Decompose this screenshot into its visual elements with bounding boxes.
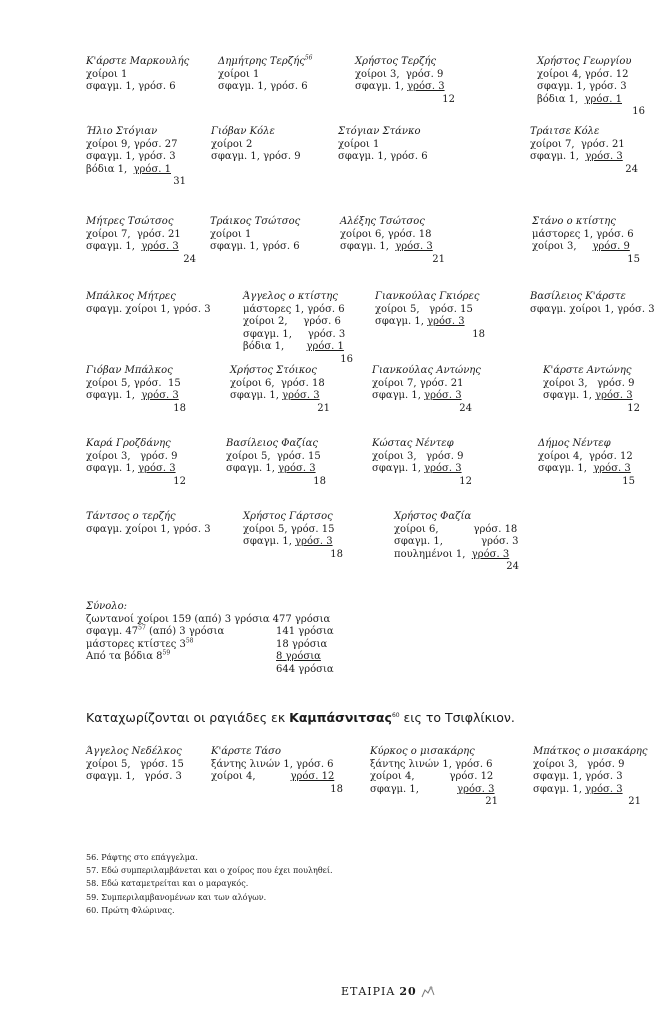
person-name: Αλέξης Τσώτσος [340, 216, 425, 227]
line-text: χοίροι 6, γρόσ. 18 [394, 523, 518, 535]
entry-line [211, 759, 343, 772]
ledger-entry [210, 216, 330, 254]
underlined-amount: γρόσ. 3 [595, 390, 633, 401]
person-name: Χρήστος Τερζής [355, 56, 437, 67]
summary-value: 644 γρόσια [276, 663, 334, 675]
summary-label [86, 651, 276, 664]
summary-label [86, 626, 276, 639]
person-name: Τάντσος ο τερζής [86, 511, 176, 522]
summary-row [86, 639, 334, 652]
entry-line [86, 524, 236, 537]
line-text: χοίροι 7, γρόσ. 21 [372, 377, 464, 389]
entry-line [210, 241, 330, 254]
entry-line [537, 81, 645, 94]
line-text: χοίροι 4, [211, 771, 291, 782]
footnote: 56. Ράφτης στο επάγγελμα. [86, 853, 198, 862]
entry-total: 24 [183, 253, 196, 265]
entry-line [86, 69, 216, 82]
entry-line [355, 69, 455, 82]
summary-value: 477 γρόσια [272, 613, 331, 625]
summary-label-text: μάστορες κτίστες 3 [86, 638, 186, 650]
person-name: Βασίλειος Φαζίας [226, 438, 318, 449]
person-name: Γιανκούλας Αντώνης [372, 365, 481, 376]
ledger-entry [230, 365, 330, 415]
line-text: σφαγμ. 1, [533, 783, 586, 795]
ledger-entry [218, 56, 348, 94]
line-text: χοίροι 5, γρόσ. 15 [86, 758, 184, 770]
ledger-entry [211, 746, 343, 796]
underlined-amount: γρόσ. 3 [278, 463, 316, 474]
entry-total: 12 [173, 475, 186, 487]
person-name: Κύρκος ο μισακάρης [370, 746, 475, 757]
line-text: ξάντης λινών 1, γρόσ. 6 [370, 758, 493, 770]
line-text: σφαγμ. χοίροι 1, γρόσ. 3 [86, 523, 211, 535]
entry-line [538, 451, 635, 464]
line-text: σφαγμ. 1, γρόσ. 6 [210, 241, 300, 252]
person-name: Χρήστος Γεωργίου [537, 56, 632, 67]
entry-line [394, 536, 519, 549]
ledger-entry [532, 216, 640, 266]
ledger-entry [86, 216, 196, 266]
person-name: Μήτρες Τσώτσος [86, 216, 174, 227]
entry-line [211, 771, 343, 784]
summary-label-text: ζωντανοί χοίροι 159 (από) 3 γρόσια [86, 613, 270, 625]
entry-line [243, 341, 353, 354]
underlined-amount: γρόσ. 3 [141, 241, 179, 252]
entry-line [211, 151, 331, 164]
line-text: μάστορες 1, γρόσ. 6 [532, 228, 634, 240]
summary-title: Σύνολο: [86, 601, 127, 612]
entry-total: 18 [330, 783, 343, 795]
underlined-amount: γρόσ. 12 [290, 771, 335, 782]
line-text: βόδια 1, [86, 163, 134, 175]
entry-line [226, 463, 326, 476]
ledger-entry [530, 126, 638, 176]
footnote-ref: 60 [391, 711, 400, 719]
underlined-amount: γρόσ. 3 [295, 536, 333, 547]
summary-row [86, 614, 334, 627]
person-name: Βασίλειος Κ'άρστε [530, 291, 626, 302]
person-name: Στόγιαν Στάνκο [338, 126, 421, 137]
summary-block [86, 601, 334, 676]
person-name: Μπάλκος Μήτρες [86, 291, 176, 302]
entry-line [543, 378, 640, 391]
person-name: Γιανκούλας Γκιόρες [375, 291, 480, 302]
underlined-amount: γρόσ. 1 [306, 341, 344, 352]
entry-total: 15 [627, 253, 640, 265]
line-text: χοίροι 7, γρόσ. 21 [86, 228, 181, 240]
person-name-row [218, 56, 348, 69]
underlined-amount: γρόσ. 9 [592, 241, 630, 252]
footnote-ref: 56 [304, 54, 313, 62]
underlined-amount: γρόσ. 3 [407, 81, 445, 92]
person-name: Στάνο ο κτίστης [532, 216, 616, 227]
line-text: σφαγμ. 1, γρόσ. 3 [243, 328, 346, 340]
person-name: Δημήτρης Τερζής [218, 56, 305, 67]
line-text: σφαγμ. 1, γρόσ. 3 [533, 771, 623, 782]
person-name: Κ'άρστε Τάσο [211, 746, 282, 757]
line-text: σφαγμ. 1, [86, 241, 142, 252]
entry-line [533, 784, 641, 797]
ledger-entry [538, 438, 635, 488]
entry-line [338, 139, 478, 152]
entry-line [532, 229, 640, 242]
line-text: χοίροι 9, γρόσ. 27 [86, 138, 178, 150]
line-text: χοίροι 5, γρόσ. 15 [243, 523, 335, 535]
line-text: σφαγμ. 1, γρόσ. 9 [211, 151, 301, 162]
entry-line [533, 759, 641, 772]
person-name: Χρήστος Στόικος [230, 365, 317, 376]
entry-total: 21 [628, 796, 641, 807]
ledger-entry [86, 291, 236, 316]
person-name: Τράικος Τσώτσος [210, 216, 301, 227]
entry-line [86, 771, 186, 784]
line-text: σφαγμ. 1, [372, 390, 425, 401]
line-text: σφαγμ. 1, [530, 151, 586, 162]
entry-line [394, 549, 519, 562]
person-name: Κ'άρστε Αντώνης [543, 365, 632, 376]
line-text: χοίροι 1 [218, 68, 260, 80]
line-text: σφαγμ. 1, γρόσ. 6 [86, 81, 176, 92]
line-text: χοίροι 2 [211, 138, 253, 150]
underlined-amount: γρόσ. 3 [585, 151, 623, 162]
line-text: σφαγμ. 1, [243, 536, 296, 547]
person-name: Τράιτσε Κόλε [530, 126, 600, 137]
entry-line [375, 316, 485, 329]
entry-line [543, 390, 640, 403]
entry-total: 21 [485, 796, 498, 807]
line-text: σφαγμ. 1, γρόσ. 6 [338, 151, 428, 162]
entry-total: 31 [173, 176, 186, 187]
entry-total: 18 [472, 328, 485, 340]
ledger-entry [86, 126, 186, 189]
person-name: Χρήστος Γάρτσος [243, 511, 333, 522]
entry-line [86, 81, 216, 94]
line-text: ξάντης λινών 1, γρόσ. 6 [211, 758, 334, 770]
entry-line [243, 329, 353, 342]
entry-line [86, 304, 236, 317]
person-name: Χρήστος Φαζία [394, 511, 472, 522]
entry-line [218, 69, 348, 82]
entry-line [533, 771, 641, 784]
entry-line [532, 241, 640, 254]
ledger-entry [372, 438, 472, 488]
line-text: χοίροι 1 [210, 228, 252, 240]
page-footer [341, 985, 436, 999]
entry-line [375, 304, 485, 317]
line-text: βόδια 1, [243, 341, 307, 352]
entry-line [211, 139, 331, 152]
entry-line [372, 390, 472, 403]
entry-line [218, 81, 348, 94]
line-text: σφαγμ. χοίροι 1, γρόσ. 3 [530, 303, 655, 315]
entry-total: 12 [442, 93, 455, 105]
entry-line [230, 390, 330, 403]
line-text: χοίροι 6, γρόσ. 18 [340, 228, 432, 240]
summary-value: 8 γρόσια [276, 651, 321, 662]
line-text: χοίροι 7, γρόσ. 21 [530, 138, 625, 150]
entry-total: 21 [432, 253, 445, 265]
entry-line [86, 759, 186, 772]
ledger-entry [533, 746, 648, 809]
entry-line [338, 151, 478, 164]
entry-total: 12 [627, 402, 640, 414]
line-text: σφαγμ. 1, [355, 81, 408, 92]
emblem-icon [420, 985, 436, 999]
footnote-ref: 57 [138, 624, 146, 632]
entry-line [210, 229, 330, 242]
entry-line [243, 524, 343, 537]
underlined-amount: γρόσ. 3 [282, 390, 320, 401]
line-text: σφαγμ. 1, [543, 390, 596, 401]
heading-village: Καμπάσνιτσας [289, 710, 392, 725]
entry-line [530, 139, 638, 152]
ledger-entry [355, 56, 455, 106]
ledger-entry [86, 511, 236, 536]
person-name: Άγγελος ο κτίστης [243, 291, 338, 302]
line-text: χοίροι 3, γρόσ. 9 [86, 450, 178, 462]
entry-total: 18 [173, 402, 186, 414]
line-text: χοίροι 3, γρόσ. 9 [543, 377, 635, 389]
entry-total: 18 [313, 475, 326, 487]
entry-line [372, 451, 472, 464]
line-text: σφαγμ. χοίροι 1, γρόσ. 3 [86, 303, 211, 315]
entry-line [86, 139, 186, 152]
heading-text-before: Καταχωρίζονται οι ραγιάδες εκ [86, 710, 290, 725]
line-text: σφαγμ. 1, γρόσ. 3 [537, 81, 627, 92]
ledger-entry [86, 365, 186, 415]
entry-line [340, 241, 445, 254]
line-text: σφαγμ. 1, [375, 316, 428, 327]
person-name: Μπάτκος ο μισακάρης [533, 746, 648, 757]
person-name: Ήλιο Στόγιαν [86, 126, 158, 137]
entry-line [370, 759, 498, 772]
line-text: σφαγμ. 1, γρόσ. 3 [394, 536, 519, 547]
entry-line [530, 304, 669, 317]
line-text: σφαγμ. 1, [230, 390, 283, 401]
entry-line [86, 164, 186, 177]
ledger-entry [372, 365, 481, 415]
line-text: χοίροι 3, γρόσ. 9 [533, 758, 625, 770]
person-name: Κ'άρστε Μαρκουλής [86, 56, 190, 67]
person-name: Γιόβαν Κόλε [211, 126, 275, 137]
line-text: χοίροι 5, γρόσ. 15 [226, 450, 321, 462]
summary-label-text: Από τα βόδια 8 [86, 651, 163, 662]
entry-line [86, 241, 196, 254]
underlined-amount: γρόσ. 3 [141, 390, 179, 401]
entry-line [355, 81, 455, 94]
page-number: 20 [399, 985, 417, 998]
entry-total: 18 [330, 548, 343, 560]
entry-line [86, 229, 196, 242]
footnote-ref: 59 [162, 649, 171, 657]
ledger-entry [243, 291, 353, 366]
footnote: 59. Συμπεριλαμβανομένων και των αλόγων. [86, 892, 267, 902]
summary-label [86, 664, 276, 677]
ledger-entry [370, 746, 498, 809]
line-text: χοίροι 6, γρόσ. 18 [230, 377, 325, 389]
entry-line [86, 463, 186, 476]
footnote-ref: 58 [185, 637, 194, 645]
ledger-entry [86, 746, 186, 784]
ledger-entry [530, 291, 669, 316]
ledger-entry [211, 126, 331, 164]
entry-line [226, 451, 326, 464]
line-text: χοίροι 4, γρόσ. 12 [538, 450, 633, 462]
entry-line [370, 784, 498, 797]
ledger-entry [394, 511, 519, 574]
line-text: σφαγμ. 1, [86, 390, 142, 401]
summary-label [86, 639, 276, 652]
line-text: σφαγμ. 1, [340, 241, 396, 252]
person-name: Άγγελος Νεδέλκος [86, 746, 182, 757]
entry-line [537, 69, 645, 82]
line-text: χοίροι 3, γρόσ. 9 [355, 68, 444, 80]
summary-value: 141 γρόσια [276, 626, 334, 637]
section-heading [86, 710, 515, 725]
footnote: 60. Πρώτη Φλώρινας. [86, 905, 175, 915]
line-text: χοίροι 5, γρόσ. 15 [375, 303, 473, 315]
line-text: σφαγμ. 1, [226, 463, 279, 474]
entry-total: 24 [459, 402, 472, 414]
ledger-entry [243, 511, 343, 561]
entry-line [86, 378, 186, 391]
ledger-entry [86, 56, 216, 94]
summary-value: 18 γρόσια [276, 638, 328, 650]
entry-line [230, 378, 330, 391]
footnotes [86, 851, 333, 917]
entry-line [538, 463, 635, 476]
entry-total: 15 [622, 475, 635, 487]
underlined-amount: γρόσ. 3 [593, 463, 631, 474]
ledger-entry [226, 438, 326, 488]
line-text: χοίροι 4, γρόσ. 12 [537, 68, 629, 80]
footnote: 58. Εδώ καταμετρείται και ο μαραγκός. [86, 879, 249, 889]
underlined-amount: γρόσ. 3 [424, 463, 462, 474]
entry-line [243, 536, 343, 549]
underlined-amount: γρόσ. 3 [457, 783, 495, 795]
entry-line [243, 304, 353, 317]
underlined-amount: γρόσ. 3 [471, 548, 510, 560]
ledger-entry [375, 291, 485, 341]
entry-total: 24 [506, 561, 519, 572]
footnote: 57. Εδώ συμπεριλαμβάνεται και ο χοίρος που έχει πουληθεί. [86, 866, 333, 876]
ledger-entry [543, 365, 640, 415]
person-name: Κώστας Νέντεφ [372, 438, 454, 449]
entry-line [86, 390, 186, 403]
underlined-amount: γρόσ. 3 [395, 241, 433, 252]
entry-line [530, 151, 638, 164]
entry-line [537, 94, 645, 107]
line-text: χοίροι 3, [532, 241, 593, 252]
line-text: χοίροι 1 [86, 68, 128, 80]
entry-total: 21 [317, 402, 330, 414]
ledger-entry [86, 438, 186, 488]
line-text: σφαγμ. 1, [372, 463, 425, 474]
entry-line [86, 151, 186, 164]
entry-total: 16 [340, 353, 353, 365]
line-text: σφαγμ. 1, γρόσ. 6 [218, 81, 308, 92]
journal-name: ΕΤΑΙΡΙΑ [341, 985, 396, 998]
entry-line [370, 771, 498, 784]
line-text: χοίροι 1 [338, 138, 380, 150]
person-name: Γιόβαν Μπάλκος [86, 365, 173, 376]
underlined-amount: γρόσ. 1 [133, 163, 171, 175]
line-text: βόδια 1, [537, 93, 585, 105]
entry-line [340, 229, 445, 242]
summary-label-text: (από) 3 γρόσια [145, 626, 225, 637]
line-text: σφαγμ. 1, γρόσ. 3 [86, 771, 182, 782]
heading-text-after: εις το Τσιφλίκιον. [399, 710, 515, 725]
line-text: χοίροι 5, γρόσ. 15 [86, 377, 181, 389]
underlined-amount: γρόσ. 3 [585, 783, 623, 795]
ledger-entry [340, 216, 445, 266]
underlined-amount: γρόσ. 3 [427, 316, 465, 327]
summary-row [86, 664, 334, 677]
summary-label [86, 614, 270, 627]
ledger-entry [338, 126, 478, 164]
summary-row [86, 626, 334, 639]
entry-line [372, 463, 472, 476]
entry-line [394, 524, 519, 537]
underlined-amount: γρόσ. 3 [138, 463, 176, 474]
line-text: σφαγμ. 1, [370, 783, 458, 795]
underlined-amount: γρόσ. 1 [584, 93, 622, 105]
line-text: χοίροι 4, γρόσ. 12 [370, 771, 494, 782]
entry-total: 12 [459, 475, 472, 487]
person-name: Δήμος Νέντεφ [538, 438, 611, 449]
line-text: χοίροι 3, γρόσ. 9 [372, 450, 464, 462]
line-text: χοίροι 2, γρόσ. 6 [243, 316, 341, 327]
entry-total: 24 [625, 163, 638, 175]
line-text: μάστορες 1, γρόσ. 6 [243, 303, 345, 315]
entry-line [372, 378, 472, 391]
line-text: σφαγμ. 1, [538, 463, 594, 474]
summary-row [86, 651, 334, 664]
line-text: σφαγμ. 1, [86, 463, 139, 474]
line-text: σφαγμ. 1, γρόσ. 3 [86, 151, 176, 162]
entry-total: 16 [632, 106, 645, 117]
person-name: Καρά Γροζδάνης [86, 438, 171, 449]
entry-line [243, 316, 353, 329]
ledger-entry [537, 56, 645, 119]
underlined-amount: γρόσ. 3 [424, 390, 462, 401]
entry-line [86, 451, 186, 464]
summary-label-text: σφαγμ. 47 [86, 626, 139, 637]
line-text: πουλημένοι 1, [394, 548, 472, 560]
